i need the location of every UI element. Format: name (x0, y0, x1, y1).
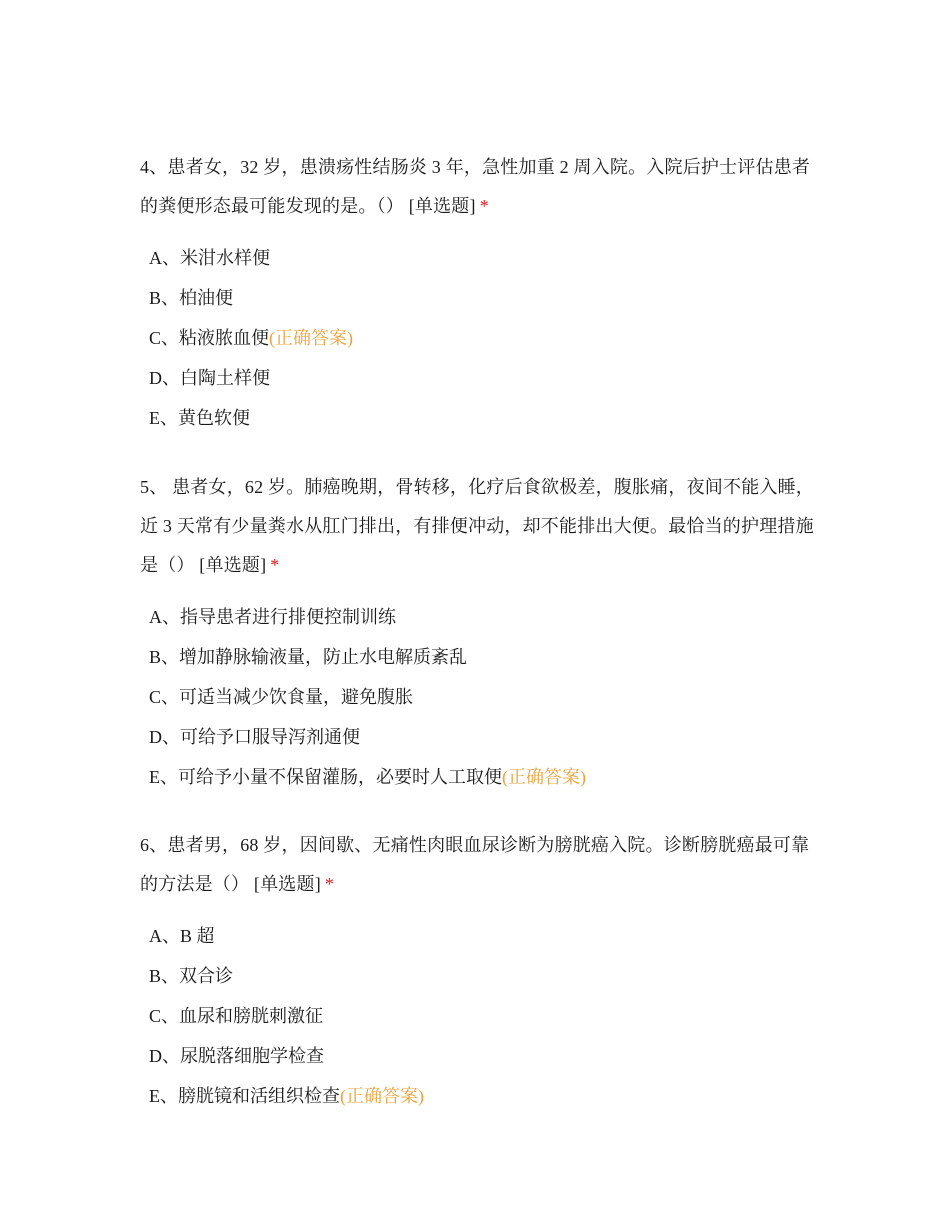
option-label: E、可给予小量不保留灌肠，必要时人工取便 (149, 767, 502, 787)
option-label: B、增加静脉输液量，防止水电解质紊乱 (149, 647, 468, 667)
question-4 (140, 148, 820, 438)
option-label: C、可适当减少饮食量，避免腹胀 (149, 687, 414, 707)
question-text (140, 468, 820, 585)
option-c[interactable] (149, 996, 820, 1036)
question-5 (140, 468, 820, 797)
option-label: A、B 超 (149, 926, 215, 946)
option-c[interactable] (149, 677, 820, 717)
option-a[interactable] (149, 916, 820, 956)
option-c[interactable] (149, 318, 820, 358)
option-list (140, 238, 820, 438)
option-d[interactable] (149, 1036, 820, 1076)
question-text (140, 148, 820, 226)
option-d[interactable] (149, 358, 820, 398)
question-text (140, 826, 820, 904)
option-a[interactable] (149, 597, 820, 637)
option-label: D、可给予口服导泻剂通便 (149, 727, 360, 747)
option-list (140, 597, 820, 797)
option-label: D、白陶土样便 (149, 368, 270, 388)
correct-answer-tag: (正确答案) (269, 328, 354, 348)
question-6-text: 6、患者男，68 岁，因间歇、无痛性肉眼血尿诊断为膀胱癌入院。诊断膀胱癌最可靠的方法是（） [单选题] (140, 835, 810, 894)
option-e[interactable] (149, 757, 820, 797)
correct-answer-tag: (正确答案) (502, 767, 586, 787)
option-b[interactable] (149, 278, 820, 318)
required-mark: * (324, 874, 335, 894)
option-b[interactable] (149, 956, 820, 996)
option-d[interactable] (149, 717, 820, 757)
question-5-text: 5、 患者女，62 岁。肺癌晚期，骨转移，化疗后食欲极差，腹胀痛，夜间不能入睡，近 3 天常有少量粪水从肛门排出，有排便冲动，却不能排出大便。最恰当的护理措施是（） [单选题] (140, 477, 814, 575)
option-label: A、指导患者进行排便控制训练 (149, 607, 396, 627)
option-label: C、粘液脓血便 (149, 328, 270, 348)
option-e[interactable] (149, 1076, 820, 1116)
option-label: B、双合诊 (149, 966, 234, 986)
option-label: A、米泔水样便 (149, 248, 270, 268)
correct-answer-tag: (正确答案) (340, 1086, 424, 1106)
option-label: E、膀胱镜和活组织检查 (149, 1086, 340, 1106)
option-b[interactable] (149, 637, 820, 677)
option-label: D、尿脱落细胞学检查 (149, 1046, 324, 1066)
option-e[interactable] (149, 398, 820, 438)
question-4-text: 4、患者女，32 岁，患溃疡性结肠炎 3 年，急性加重 2 周入院。入院后护士评估患者的粪便形态最可能发现的是。（） [单选题] (140, 157, 811, 216)
question-6 (140, 826, 820, 1116)
option-list (140, 916, 820, 1116)
option-a[interactable] (149, 238, 820, 278)
option-label: E、黄色软便 (149, 408, 250, 428)
required-mark: * (479, 196, 489, 216)
required-mark: * (270, 555, 280, 575)
option-label: B、柏油便 (149, 288, 234, 308)
option-label: C、血尿和膀胱刺激征 (149, 1006, 324, 1026)
